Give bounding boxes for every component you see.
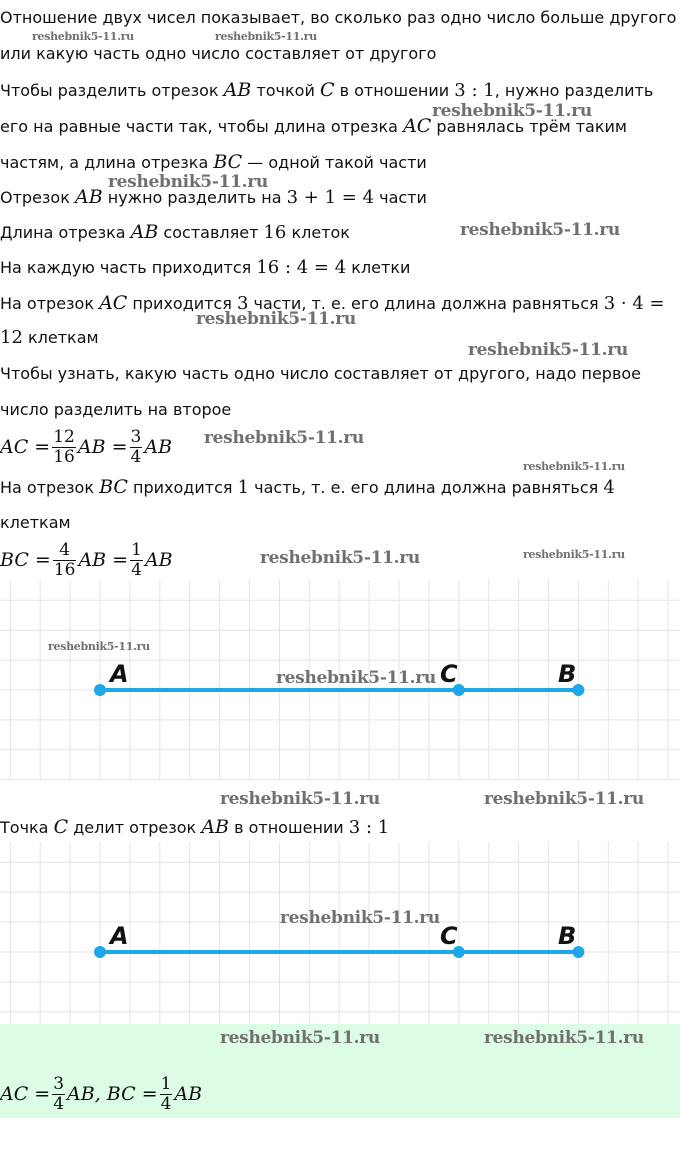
numerator: 1	[160, 1074, 172, 1094]
watermark: reshebnik5-11.ru	[276, 668, 436, 688]
text-line-11: Чтобы узнать, какую часть одно число составляет от другого, надо первое	[0, 364, 642, 383]
text: Длина отрезка	[0, 223, 131, 242]
math-bc: BC	[213, 151, 243, 173]
math-division: 16 : 4 = 4	[256, 257, 347, 278]
watermark: reshebnik5-11.ru	[32, 30, 134, 43]
point-a	[94, 946, 106, 958]
math-ac-lhs: AC =	[0, 436, 51, 458]
watermark: reshebnik5-11.ru	[48, 640, 150, 653]
text: Чтобы разделить отрезок	[0, 81, 224, 100]
math-bc-lhs: BC =	[0, 549, 51, 571]
answer-formula	[0, 1074, 202, 1114]
math-ab: AB	[223, 79, 252, 101]
fraction-1-4	[160, 1075, 173, 1114]
fraction-3-4	[52, 1075, 65, 1114]
denominator: 4	[53, 1094, 65, 1114]
label-a: A	[110, 660, 129, 688]
text-line-5	[0, 151, 427, 174]
text: его на равные части так, чтобы длина отрезка	[0, 117, 404, 136]
math-ac: AC	[403, 115, 432, 137]
denominator: 4	[131, 560, 142, 580]
point-a	[94, 684, 106, 696]
grid-lines	[0, 842, 680, 1024]
math-ab: AB	[144, 436, 173, 458]
watermark: reshebnik5-11.ru	[260, 548, 420, 568]
denominator: 4	[130, 447, 142, 467]
text: в отношении	[334, 81, 455, 100]
math-ab: AB	[174, 1083, 203, 1105]
watermark: reshebnik5-11.ru	[484, 1028, 644, 1048]
numerator: 3	[53, 1074, 65, 1094]
formula-ac	[0, 427, 172, 467]
text-line-10	[0, 327, 99, 349]
text-line-12: число разделить на второе	[0, 400, 232, 419]
text: часть, т. е. его длина должна равняться	[249, 478, 604, 497]
text-line-3	[0, 79, 653, 102]
math-ab: AB	[201, 816, 229, 838]
text: части	[374, 188, 427, 207]
text: приходится	[127, 294, 237, 313]
segment-diagram-2	[0, 842, 680, 1024]
math-ab-bc: AB, BC =	[67, 1083, 158, 1105]
text: клетки	[346, 258, 411, 277]
text: равнялась трём таким	[431, 117, 627, 136]
fraction-12-16	[52, 428, 76, 467]
text: частям, а длина отрезка	[0, 153, 214, 172]
label-c: C	[440, 660, 458, 688]
math-ratio: 3 : 1	[348, 817, 390, 838]
watermark: reshebnik5-11.ru	[468, 340, 628, 360]
math-ac: AC	[99, 292, 128, 314]
numerator: 4	[53, 541, 77, 561]
math-1: 1	[237, 477, 250, 498]
math-ac-lhs: AC =	[0, 1083, 51, 1105]
denominator: 16	[53, 560, 76, 580]
text-line-2: или какую часть одно число составляет от другого	[0, 44, 437, 63]
text: клеткам	[22, 328, 99, 347]
math-ratio: 3 : 1	[454, 80, 495, 101]
text-line-8	[0, 257, 410, 279]
numerator: 3	[130, 427, 142, 447]
label-b: B	[558, 922, 577, 950]
watermark: reshebnik5-11.ru	[523, 460, 625, 473]
text-line-7	[0, 221, 350, 244]
watermark: reshebnik5-11.ru	[215, 30, 317, 43]
text: части, т. е. его длина должна равняться	[248, 294, 604, 313]
watermark: reshebnik5-11.ru	[484, 789, 644, 809]
text: делит отрезок	[68, 818, 202, 837]
watermark: reshebnik5-11.ru	[196, 309, 356, 329]
text-line-17	[0, 816, 389, 839]
math-ab: AB	[130, 221, 159, 243]
math-16: 16	[263, 222, 287, 243]
numerator: 12	[53, 427, 75, 447]
watermark: reshebnik5-11.ru	[220, 789, 380, 809]
fraction-3-4	[130, 428, 143, 467]
text: На отрезок	[0, 294, 100, 313]
watermark: reshebnik5-11.ru	[204, 428, 364, 448]
math-3: 3	[237, 293, 249, 314]
text: , нужно разделить	[494, 81, 654, 100]
text: составляет	[158, 223, 264, 242]
math-12: 12	[0, 327, 23, 348]
text: клеток	[286, 223, 350, 242]
numerator: 1	[131, 540, 142, 560]
watermark: reshebnik5-11.ru	[220, 1028, 380, 1048]
label-a: A	[110, 922, 129, 950]
math-ab-eq: AB =	[77, 436, 128, 458]
math-bc: BC	[99, 476, 128, 498]
fraction-1-4	[130, 541, 143, 580]
math-ab: AB	[74, 186, 103, 208]
math-4: 4	[603, 477, 615, 498]
text-line-15: клеткам	[0, 513, 71, 532]
math-product: 3 · 4 =	[603, 293, 665, 314]
watermark: reshebnik5-11.ru	[280, 908, 440, 928]
math-sum: 3 + 1 = 4	[286, 187, 375, 208]
text: На каждую часть приходится	[0, 258, 257, 277]
text: нужно разделить на	[102, 188, 287, 207]
math-ab-eq: AB =	[78, 549, 129, 571]
text: Отрезок	[0, 188, 75, 207]
watermark: reshebnik5-11.ru	[108, 172, 268, 192]
text: приходится	[127, 478, 238, 497]
text: в отношении	[229, 818, 349, 837]
label-c: C	[440, 922, 458, 950]
watermark: reshebnik5-11.ru	[523, 548, 625, 561]
watermark: reshebnik5-11.ru	[432, 101, 592, 121]
text: — одной такой части	[242, 153, 427, 172]
watermark: reshebnik5-11.ru	[460, 220, 620, 240]
fraction-4-16	[53, 541, 77, 580]
denominator: 16	[53, 447, 75, 467]
math-c: C	[53, 816, 69, 838]
text: На отрезок	[0, 478, 100, 497]
math-ab: AB	[144, 549, 173, 571]
label-b: B	[558, 660, 577, 688]
text-line-14	[0, 476, 615, 499]
text: точкой	[251, 81, 320, 100]
text: Точка	[0, 818, 54, 837]
denominator: 4	[160, 1094, 172, 1114]
text-line-1: Отношение двух чисел показывает, во сколько раз одно число больше другого	[0, 8, 677, 27]
formula-bc	[0, 540, 173, 580]
math-c: C	[319, 79, 335, 101]
